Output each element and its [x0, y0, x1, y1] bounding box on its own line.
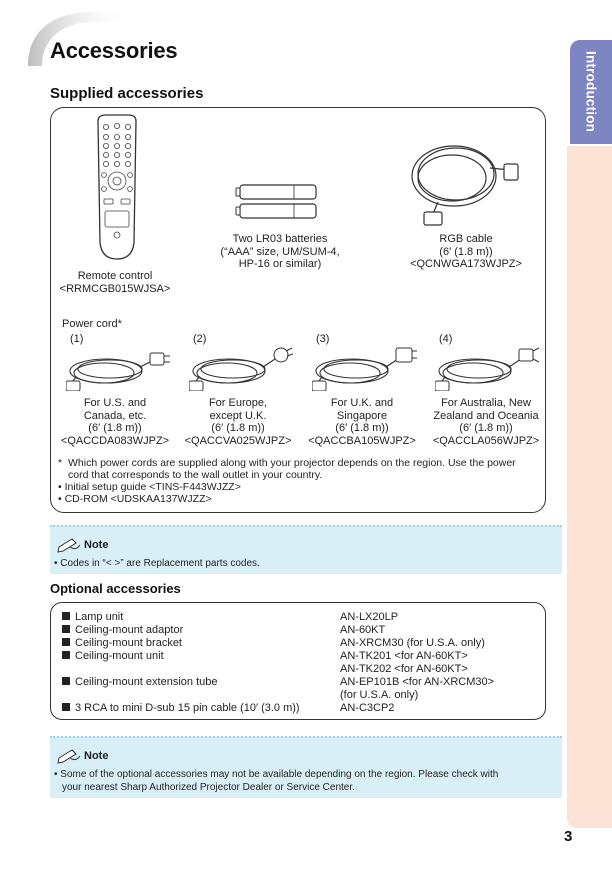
note-2-heading: Note	[84, 750, 109, 762]
footnote-line2: cord that corresponds to the wall outlet in your country.	[68, 469, 323, 481]
note-box-1	[50, 525, 562, 574]
batteries-image	[234, 181, 324, 223]
remote-control-code: <RRMCGB015WJSA>	[59, 282, 171, 295]
power-cord-4-image	[435, 345, 543, 391]
optional-item-code: AN-TK202 <for AN-60KT>	[340, 663, 468, 675]
cord-2-line1: For Europe,	[208, 397, 268, 409]
footnote-line1: Which power cords are supplied along with your projector depends on the region. Use the power	[68, 457, 516, 469]
optional-item-name: Ceiling-mount adaptor	[62, 624, 300, 637]
cord-1-number: (1)	[70, 333, 84, 345]
remote-control-label: Remote control	[77, 270, 153, 282]
page-number: 3	[564, 828, 573, 845]
cord-3-length: (6′ (1.8 m))	[335, 422, 389, 434]
optional-item-code: (for U.S.A. only)	[340, 689, 419, 701]
power-cord-1-image	[66, 345, 174, 391]
supplied-heading: Supplied accessories	[50, 85, 204, 102]
remote-control-image	[92, 113, 142, 263]
section-tab-label: Introduction	[583, 51, 599, 133]
note-1-text: • Codes in “< >” are Replacement parts codes.	[54, 558, 260, 569]
optional-item-code: AN-LX20LP	[340, 611, 399, 623]
sidebar-strip	[567, 146, 612, 828]
optional-item-name: 3 RCA to mini D-sub 15 pin cable (10′ (3.0 m))	[62, 702, 300, 715]
power-cord-label: Power cord*	[62, 318, 122, 330]
cord-3-line1: For U.K. and	[330, 397, 394, 409]
optional-item-name: Ceiling-mount extension tube	[62, 676, 300, 689]
note-1-heading: Note	[84, 539, 109, 551]
optional-item-name: Lamp unit	[62, 611, 300, 624]
bullet-square-icon	[62, 638, 70, 646]
bullet-square-icon	[62, 651, 70, 659]
page-title: Accessories	[50, 38, 178, 63]
optional-item-code: AN-60KT	[340, 624, 386, 636]
cord-3-line2: Singapore	[336, 409, 388, 422]
optional-heading: Optional accessories	[50, 581, 181, 596]
rgb-cable-length: (6′ (1.8 m))	[439, 245, 493, 258]
bullet-square-icon	[62, 677, 70, 685]
cord-1-code: <QACCDA083WJPZ>	[60, 434, 170, 447]
bullet-square-icon	[62, 703, 70, 711]
optional-item-code: AN-XRCM30 (for U.S.A. only)	[340, 637, 485, 649]
note-box-2	[50, 736, 562, 798]
cord-4-number: (4)	[439, 333, 453, 345]
bullet-square-icon	[62, 625, 70, 633]
cord-2-number: (2)	[193, 333, 207, 345]
cord-2-length: (6′ (1.8 m))	[211, 422, 265, 434]
power-cord-3-image	[312, 345, 420, 391]
cord-1-length: (6′ (1.8 m))	[88, 422, 142, 434]
cord-4-line1: For Australia, New	[441, 397, 531, 409]
cord-2-code: <QACCVA025WJPZ>	[184, 434, 292, 447]
cord-4-code: <QACCLA056WJPZ>	[432, 434, 540, 447]
cd-rom-item: • CD-ROM <UDSKAA137WJZZ>	[58, 493, 212, 505]
cord-3-code: <QACCBA105WJPZ>	[308, 434, 416, 447]
batteries-line1: Two LR03 batteries	[232, 233, 328, 245]
initial-setup-guide-item: • Initial setup guide <TINS-F443WJZZ>	[58, 481, 241, 493]
cord-4-length: (6′ (1.8 m))	[459, 422, 513, 434]
cord-1-line2: Canada, etc.	[83, 409, 147, 422]
bullet-square-icon	[62, 612, 70, 620]
note-2-line1: • Some of the optional accessories may not be available depending on the region. Please check with	[54, 769, 499, 780]
optional-item-name: Ceiling-mount bracket	[62, 637, 300, 650]
note-2-line2: your nearest Sharp Authorized Projector Dealer or Service Center.	[62, 781, 355, 793]
footnote-mark: *	[58, 457, 63, 469]
optional-item-code: AN-EP101B <for AN-XRCM30>	[340, 676, 495, 688]
rgb-cable-image	[404, 128, 524, 228]
optional-item-code: AN-TK201 <for AN-60KT>	[340, 650, 468, 662]
cord-3-number: (3)	[316, 333, 330, 345]
optional-item-code: AN-C3CP2	[340, 702, 395, 714]
optional-item-name: Ceiling-mount unit	[62, 650, 300, 663]
cord-1-line1: For U.S. and	[83, 397, 147, 409]
power-cord-2-image	[189, 345, 297, 391]
pencil-note-icon	[56, 748, 82, 764]
section-tab[interactable]	[570, 40, 612, 144]
cord-4-line2: Zealand and Oceania	[433, 409, 539, 422]
pencil-note-icon	[56, 537, 82, 553]
rgb-cable-code: <QCNWGA173WJPZ>	[410, 258, 522, 270]
cord-2-line2: except U.K.	[209, 409, 267, 422]
rgb-cable-label: RGB cable	[439, 233, 493, 245]
batteries-line2: (“AAA” size, UM/SUM-4,	[220, 245, 340, 258]
batteries-line3: HP-16 or similar)	[238, 258, 322, 270]
